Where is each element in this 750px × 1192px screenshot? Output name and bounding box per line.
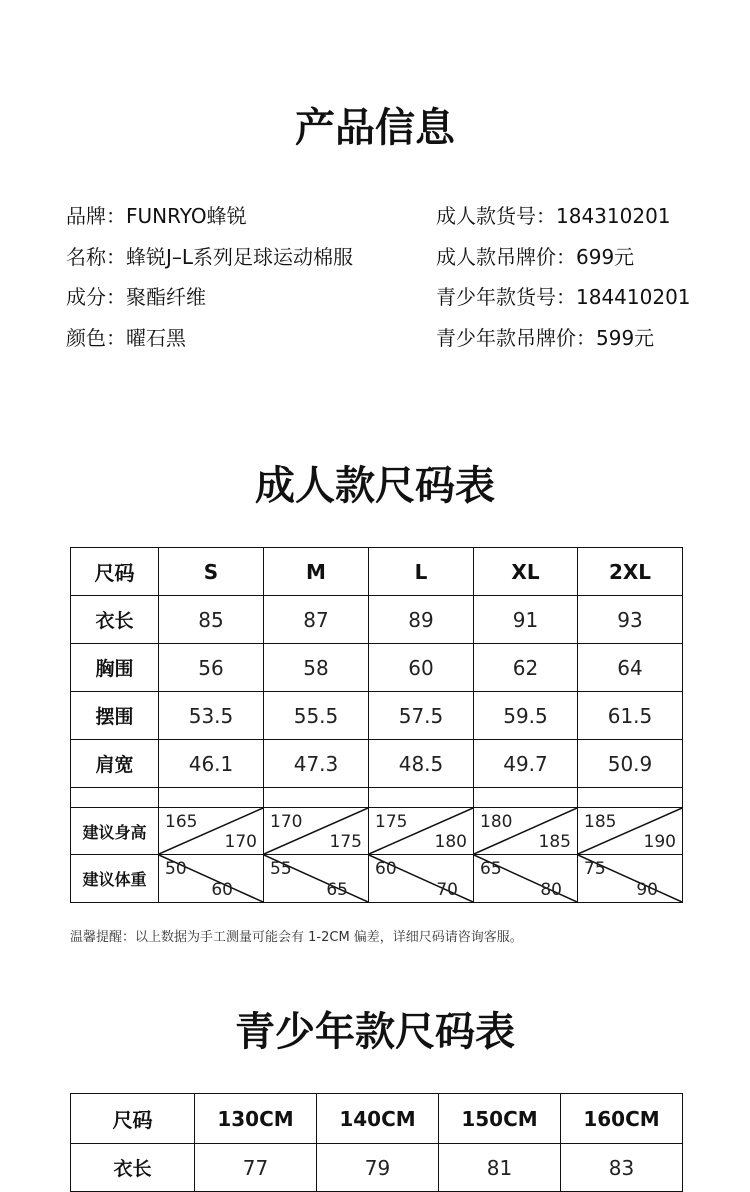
height-min: 185 [584,812,617,832]
product-info-title: 产品信息 [295,105,455,151]
table-cell: 61.5 [578,692,683,740]
table-cell [369,788,474,808]
weight-min: 50 [165,859,187,879]
product-info-left [66,200,353,362]
table-cell: 77 [195,1144,317,1192]
table-cell: 79 [317,1144,439,1192]
table-header-row [71,548,683,596]
table-cell: 59.5 [474,692,578,740]
height-max: 180 [434,832,467,852]
youth-size-table [70,1093,683,1192]
header-cell: 2XL [578,548,683,596]
table-cell: 60 [369,644,474,692]
table-cell [71,788,159,808]
row-label: 衣长 [71,1144,195,1192]
table-cell: 64 [578,644,683,692]
table-cell: 58 [264,644,369,692]
table-row-empty [71,788,683,808]
weight-min: 75 [584,859,606,879]
weight-min: 60 [375,859,397,879]
table-cell: 57.5 [369,692,474,740]
table-cell: 93 [578,596,683,644]
header-cell: 150CM [439,1094,561,1144]
height-max: 175 [329,832,362,852]
weight-range-cell [264,855,369,903]
table-cell [159,788,264,808]
weight-max: 60 [211,880,233,900]
adult-sku-line: 成人款货号：184310201 [436,204,671,228]
weight-max: 70 [436,880,458,900]
table-row [71,740,683,788]
table-cell: 53.5 [159,692,264,740]
table-row [71,644,683,692]
row-label: 胸围 [71,644,159,692]
table-cell: 87 [264,596,369,644]
height-min: 170 [270,812,303,832]
height-range-cell [474,808,578,855]
table-cell: 85 [159,596,264,644]
brand-line: 品牌：FUNRYO蜂锐 [66,204,247,228]
weight-min: 55 [270,859,292,879]
weight-min: 65 [480,859,502,879]
weight-range-cell [578,855,683,903]
header-cell: 尺码 [71,548,159,596]
table-row [71,596,683,644]
table-cell: 62 [474,644,578,692]
youth-size-chart-title: 青少年款尺码表 [235,1009,515,1055]
height-range-cell [369,808,474,855]
table-row [71,1144,683,1192]
header-cell: 130CM [195,1094,317,1144]
height-min: 175 [375,812,408,832]
height-max: 190 [643,832,676,852]
row-label: 建议体重 [71,855,159,903]
youth-sku-line: 青少年款货号：184410201 [436,285,691,309]
row-label: 肩宽 [71,740,159,788]
table-cell: 81 [439,1144,561,1192]
header-cell: XL [474,548,578,596]
height-range-cell [159,808,264,855]
row-label: 衣长 [71,596,159,644]
height-range-cell [578,808,683,855]
header-cell: S [159,548,264,596]
color-line: 颜色：曜石黑 [66,325,186,350]
table-cell: 91 [474,596,578,644]
table-cell: 55.5 [264,692,369,740]
weight-max: 65 [326,880,348,900]
header-cell: L [369,548,474,596]
height-row [71,808,683,855]
weight-max: 90 [636,880,658,900]
weight-row [71,855,683,903]
height-range-cell [264,808,369,855]
row-label: 摆围 [71,692,159,740]
header-cell: M [264,548,369,596]
table-header-row [71,1094,683,1144]
header-cell: 160CM [561,1094,683,1144]
weight-range-cell [159,855,264,903]
header-cell: 尺码 [71,1094,195,1144]
table-cell [578,788,683,808]
weight-range-cell [474,855,578,903]
table-cell: 89 [369,596,474,644]
weight-max: 80 [540,880,562,900]
name-line: 名称：蜂锐J–L系列足球运动棉服 [66,244,354,269]
material-line: 成分：聚酯纤维 [66,285,206,309]
height-max: 170 [224,832,257,852]
table-cell: 47.3 [264,740,369,788]
adult-size-table [70,547,683,903]
adult-price-line: 成人款吊牌价：699元 [436,244,635,269]
adult-size-chart-title: 成人款尺码表 [255,463,495,509]
row-label: 建议身高 [71,808,159,855]
table-cell [474,788,578,808]
youth-price-line: 青少年款吊牌价：599元 [436,325,655,350]
table-cell: 56 [159,644,264,692]
table-cell: 48.5 [369,740,474,788]
table-cell: 50.9 [578,740,683,788]
height-min: 180 [480,812,513,832]
table-cell [264,788,369,808]
table-cell: 46.1 [159,740,264,788]
header-cell: 140CM [317,1094,439,1144]
measurement-note: 温馨提醒：以上数据为手工测量可能会有 1-2CM 偏差，详细尺码请咨询客服。 [70,930,523,945]
table-row [71,692,683,740]
product-info-right [436,200,691,362]
height-min: 165 [165,812,198,832]
table-cell: 49.7 [474,740,578,788]
table-cell: 83 [561,1144,683,1192]
weight-range-cell [369,855,474,903]
height-max: 185 [538,832,571,852]
